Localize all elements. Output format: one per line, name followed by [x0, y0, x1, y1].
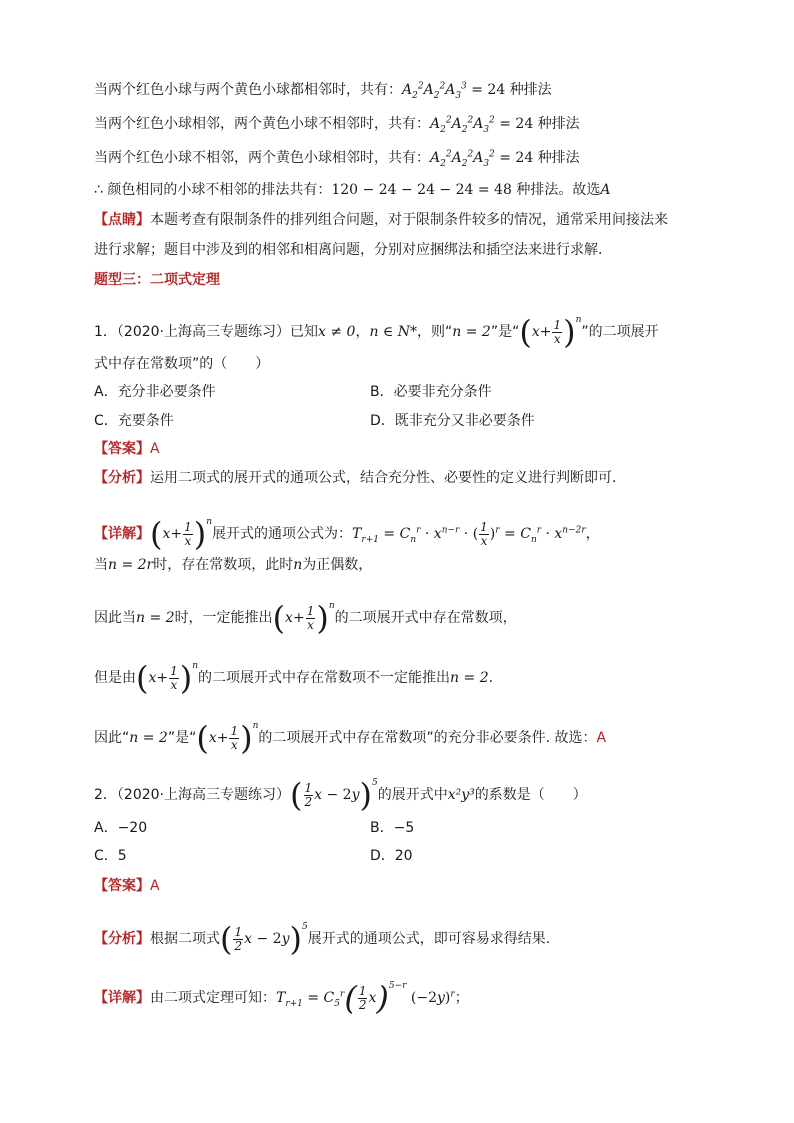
answer-value: A — [150, 878, 160, 894]
q1-when-line — [94, 555, 372, 575]
formula: $A_2^2A_2^2A_3^2$ — [430, 149, 495, 169]
count-line-red-adjacent: 当两个红色小球相邻，两个黄色小球不相邻时，共有：$A_2^2A_2^2A_3^2 = 24$ 种排法 — [94, 115, 580, 135]
q1-n-eq: n = 2 — [452, 324, 491, 340]
text: 时，一定能推出 — [174, 610, 273, 626]
text: 的二项展开式中存在常数项”的充分非必要条件. 故选： — [258, 730, 597, 746]
q1-option-b[interactable]: B．必要非充分条件 — [370, 384, 492, 400]
q1-detail — [94, 512, 600, 553]
q2-stem — [94, 773, 587, 814]
formula: $A_2^2A_2^2A_3^2$ — [430, 115, 495, 135]
expr: n = 2 — [129, 730, 168, 746]
answer-value: A — [150, 441, 160, 457]
when-expr: n = 2r — [108, 557, 154, 573]
text: 由二项式定理可知： — [150, 990, 276, 1006]
text: ”是“ — [167, 730, 197, 746]
analysis-tag: 【分析】 — [94, 470, 150, 486]
line-suffix: 种排法 — [537, 150, 580, 166]
text: 当 — [94, 557, 108, 573]
dianjing-line2 — [94, 240, 602, 260]
detail-tag: 【详解】 — [94, 990, 150, 1006]
text: 因此当 — [94, 610, 136, 626]
q1-cond2: n ∈ N* — [369, 324, 417, 340]
binomial-expr: ( $\frac{1}{2}$ x − 2y)$^5$ — [220, 920, 308, 958]
binomial-expr: (x+ $\frac{1}{x}$ )$^n$ — [272, 599, 335, 637]
answer-letter: A — [600, 182, 611, 198]
q1-stem-line1 — [94, 310, 659, 351]
q2-option-b[interactable]: B．−5 — [370, 820, 415, 836]
count-line-total — [94, 180, 610, 200]
line-text: 当两个红色小球不相邻，两个黄色小球相邻时，共有： — [94, 150, 430, 166]
text: 的系数是（ ） — [474, 787, 587, 803]
section-heading: 题型三：二项式定理 — [94, 272, 220, 288]
dianjing-tag: 【点睛】 — [94, 212, 150, 228]
q1-analysis — [94, 468, 616, 488]
line-suffix: 种排法 — [537, 116, 580, 132]
formula: $A_2^2A_2^2A_3^3$ — [402, 81, 467, 101]
binomial-expr: (x+ $\frac{1}{x}$ )$^n$ — [519, 313, 582, 351]
q1-option-d[interactable]: D．既非充分又非必要条件 — [370, 413, 535, 429]
var-n: n — [293, 557, 303, 573]
binomial-expr: (x+ $\frac{1}{x}$ )$^n$ — [196, 719, 259, 757]
text: 时，存在常数项，此时 — [153, 557, 294, 573]
general-term-formula: $T_{r+1} = C_5^r$( $\frac{1}{2}$ x)$^{5-r}$ $(-2y)^r$ — [276, 979, 455, 1017]
dianjing-text: 进行求解；题目中涉及到的相邻和相离问题，分别对应捆绑法和插空法来进行求解. — [94, 242, 603, 258]
punctuation: . — [488, 670, 494, 686]
punctuation: ， — [585, 526, 600, 542]
count-line-both-adjacent: 当两个红色小球与两个黄色小球都相邻时，共有：$A_2^2A_2^2A_3^3 = 24$ 种排法 — [94, 81, 552, 101]
q1-answer — [94, 439, 160, 459]
line-text: 当两个红色小球与两个黄色小球都相邻时，共有： — [94, 82, 402, 98]
q1-option-c[interactable]: C．充要条件 — [94, 413, 174, 429]
q1-conclusion-line — [94, 716, 607, 757]
count-line-yellow-adjacent: 当两个红色小球不相邻，两个黄色小球相邻时，共有：$A_2^2A_2^2A_3^2 = 24$ 种排法 — [94, 149, 580, 169]
dianjing-line1 — [94, 210, 668, 230]
answer-tag: 【答案】 — [94, 441, 150, 457]
q1-text: ，则“ — [416, 324, 453, 340]
text: 根据二项式 — [150, 931, 220, 947]
q1-source: （2020·上海高三专题练习）已知 — [116, 324, 319, 340]
q1-stem-line2: 式中存在常数项”的（ ） — [94, 356, 270, 372]
text: 的二项展开式中存在常数项， — [334, 610, 517, 626]
text: 的二项展开式中存在常数项不一定能推出 — [198, 670, 451, 686]
line-suffix: 种排法。故选 — [516, 182, 601, 198]
q1-option-a[interactable]: A．充分非必要条件 — [94, 384, 216, 400]
q1-therefore-line — [94, 596, 517, 637]
line-suffix: 种排法 — [509, 82, 552, 98]
text: 为正偶数， — [302, 557, 373, 573]
analysis-text: 运用二项式的展开式的通项公式，结合充分性、必要性的定义进行判断即可. — [150, 470, 617, 486]
punctuation: ； — [454, 990, 469, 1006]
conclusion-answer: A — [596, 730, 607, 746]
detail-tag: 【详解】 — [94, 526, 150, 542]
q1-number: 1． — [94, 324, 117, 340]
separator: ， — [355, 324, 370, 340]
expr: n = 2 — [450, 670, 489, 686]
text: 展开式的通项公式，即可容易求得结果. — [307, 931, 551, 947]
binomial-expr: (x+ $\frac{1}{x}$ )$^n$ — [136, 659, 199, 697]
answer-tag: 【答案】 — [94, 878, 150, 894]
q1-cond1: x ≠ 0 — [318, 324, 356, 340]
q1-text: ”的二项展开 — [581, 324, 659, 340]
line-text: ∴ 颜色相同的小球不相邻的排法共有： — [94, 182, 332, 198]
analysis-tag: 【分析】 — [94, 931, 150, 947]
q2-analysis — [94, 917, 551, 958]
q2-detail — [94, 976, 469, 1017]
q2-option-d[interactable]: D．20 — [370, 848, 413, 864]
q2-number: 2． — [94, 787, 117, 803]
dianjing-text: 本题考查有限制条件的排列组合问题，对于限制条件较多的情况，通常采用间接法来 — [150, 212, 668, 228]
text: 因此“ — [94, 730, 130, 746]
line-text: 当两个红色小球相邻，两个黄色小球不相邻时，共有： — [94, 116, 430, 132]
q1-but-line — [94, 656, 494, 697]
binomial-expr: ( $\frac{1}{2}$ x − 2y)$^5$ — [290, 776, 378, 814]
q2-option-c[interactable]: C．5 — [94, 848, 127, 864]
formula: 120 − 24 − 24 − 24 = 48 — [331, 182, 512, 198]
general-term-formula: $T_{r+1} = C_n^r \cdot x^{n-r}$ · ( $\frac{1}{x}$ )$^r = C_n^r \cdot x^{n-2r}$ — [352, 519, 586, 548]
expr: n = 2 — [136, 610, 175, 626]
q2-answer — [94, 876, 160, 896]
q1-text: ”是“ — [490, 324, 520, 340]
q2-source: （2020·上海高三专题练习） — [116, 787, 291, 803]
term: x²y³ — [447, 787, 475, 803]
binomial-expr: (x+ $\frac{1}{x}$ )$^n$ — [150, 515, 213, 553]
q2-option-a[interactable]: A．−20 — [94, 820, 148, 836]
text: 的展开式中 — [377, 787, 448, 803]
text: 但是由 — [94, 670, 136, 686]
detail-text: 展开式的通项公式为： — [212, 526, 353, 542]
